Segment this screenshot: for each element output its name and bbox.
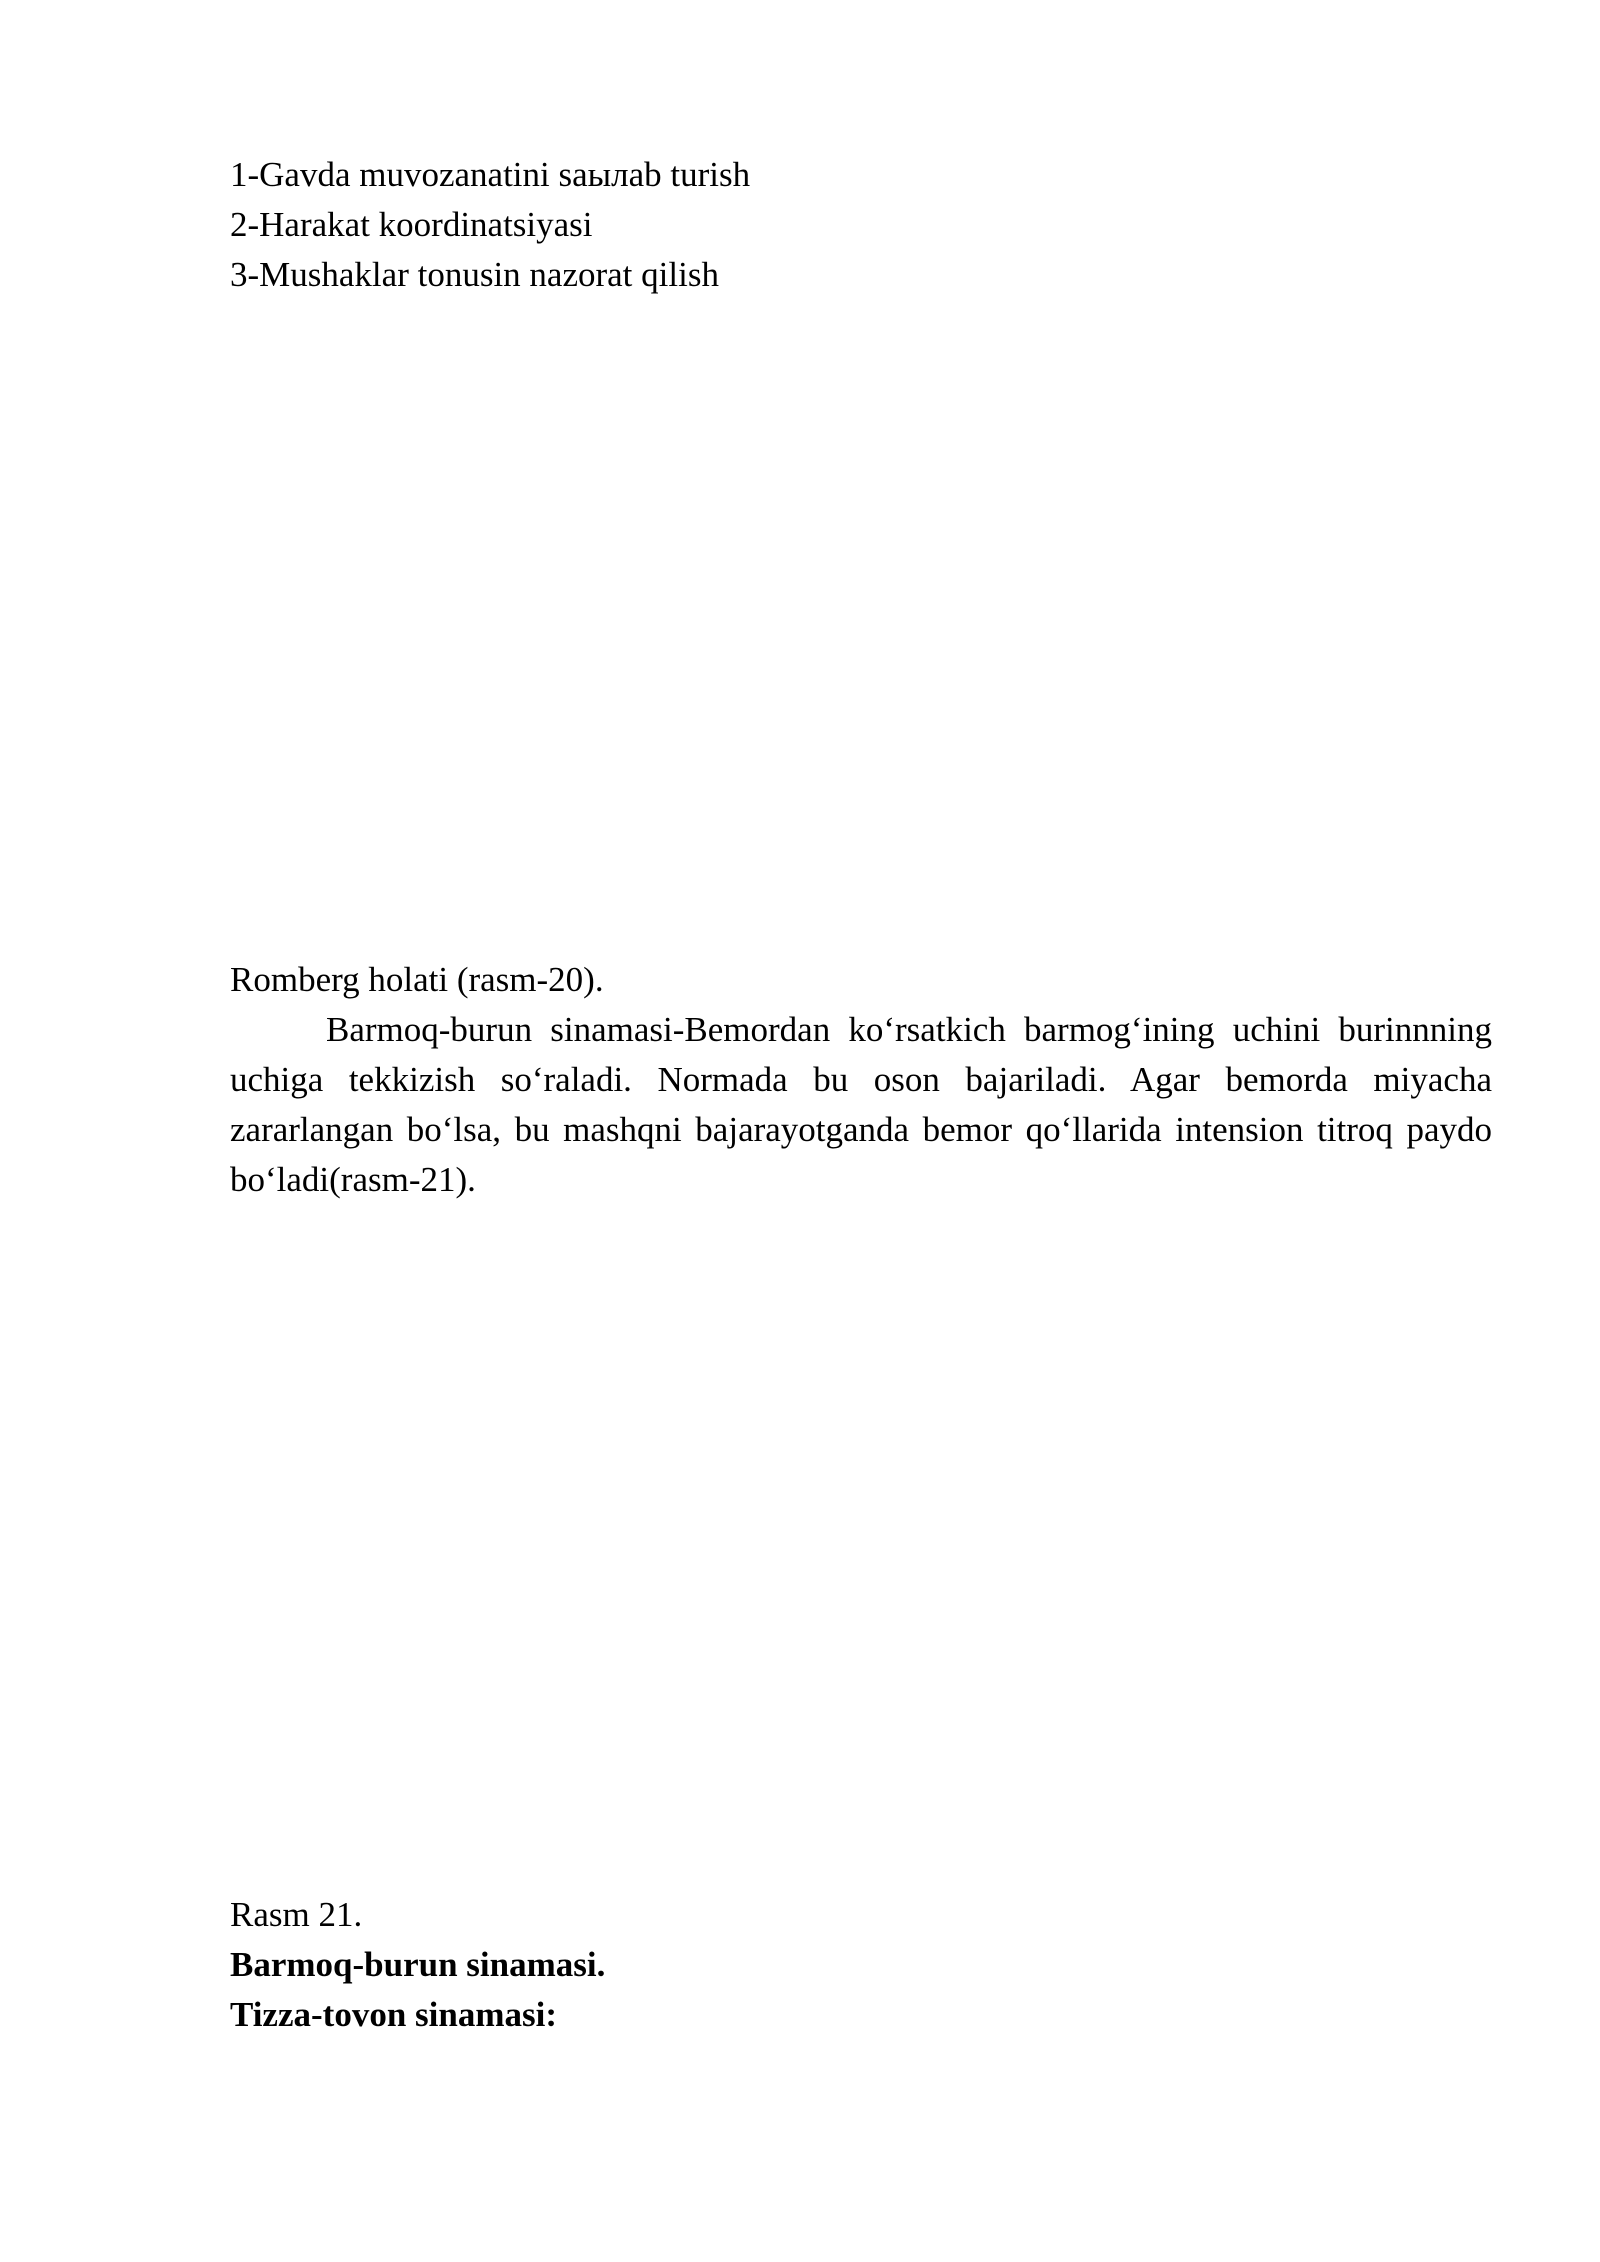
figure-caption-21: Rasm 21. [230,1895,363,1934]
section-heading: Tizza-tovon sinamasi: [230,1995,557,2034]
numbered-list [230,150,1492,300]
list-item: 1-Gavda muvozanatini saылab turish [230,155,751,194]
romberg-section [230,955,1492,1205]
body-paragraph: Barmoq-burun sinamasi-Bemordan ko‘rsatkich barmog‘ining uchini burinnning uchiga tekkizish so‘raladi. Normada bu oson bajariladi. Agar bemorda miyacha zararlangan bo‘lsa, bu mashqni bajarayotganda bemor qo‘llarida intension titroq paydo bo‘ladi(rasm-21). [230,1010,1492,1199]
list-item: 3-Mushaklar tonusin nazorat qilish [230,255,719,294]
figure-21-section [230,1890,1492,2040]
list-item: 2-Harakat koordinatsiyasi [230,205,593,244]
figure-caption-romberg: Romberg holati (rasm-20). [230,960,604,999]
figure-title: Barmoq-burun sinamasi. [230,1945,606,1984]
